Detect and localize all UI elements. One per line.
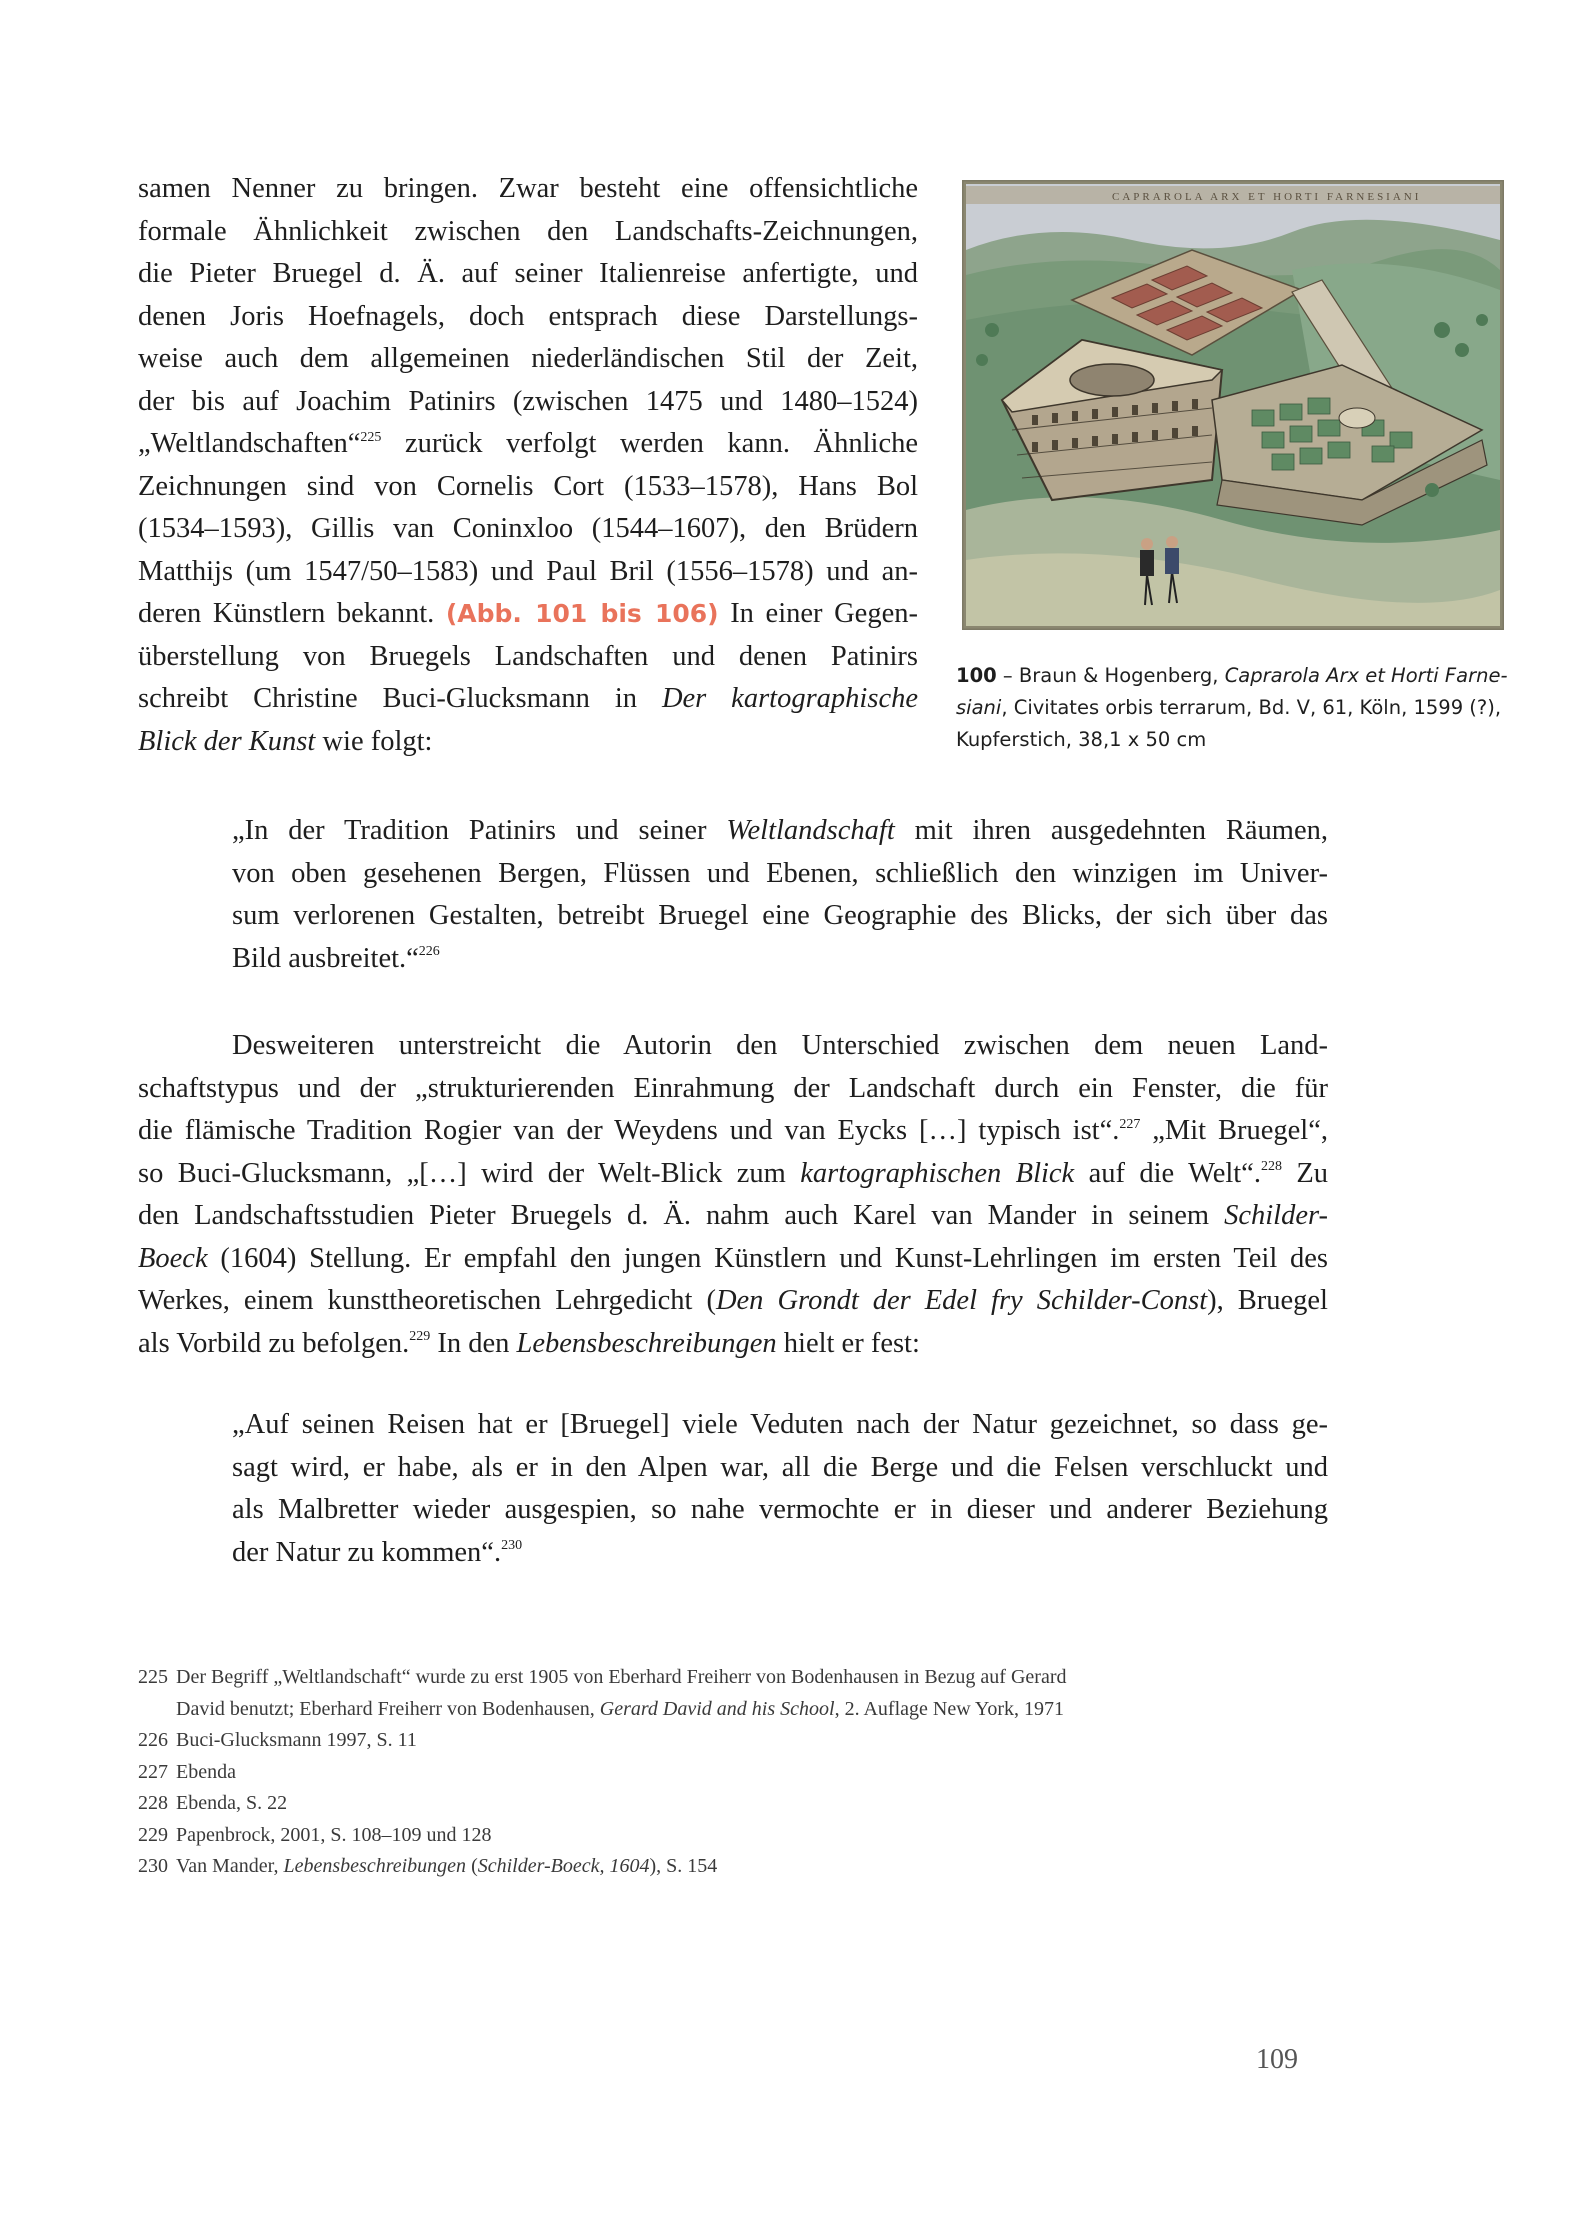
text-line <box>138 1238 1328 1281</box>
text-line: von oben gesehenen Bergen, Flüssen und Ebenen, schließlich den winzigen im Univer- <box>232 857 1328 889</box>
figure-reference-link[interactable]: (Abb. 101 bis 106) <box>445 599 719 628</box>
body-paragraph-2 <box>138 1025 1328 1365</box>
text-span: die flämische Tradition Rogier van der Weydens und van Eycks […] typisch ist“. <box>138 1115 1120 1146</box>
text-span: der Natur zu kommen“. <box>232 1536 502 1568</box>
footnote-text: Buci-Glucksmann 1997, S. 11 <box>176 1729 417 1751</box>
caption-text: – Braun & Hogenberg, <box>996 664 1225 687</box>
text-line <box>138 1280 1328 1323</box>
text-line: überstellung von Bruegels Landschaften und denen Patinirs <box>138 640 918 672</box>
footnote-number: 226 <box>138 1729 168 1751</box>
text-line <box>138 1195 1328 1238</box>
text-span: (1604) Stellung. Er empfahl den jungen Künstlern und Kunst-Lehrlingen im ersten Teil des <box>207 1242 1328 1274</box>
text-span: In einer Gegen- <box>718 598 918 629</box>
footnote-text: ( <box>466 1855 478 1877</box>
text-span: Zu <box>1281 1157 1328 1189</box>
text-span: „Weltlandschaften“ <box>138 428 361 459</box>
text-line: weise auch dem allgemeinen niederländischen Stil der Zeit, <box>138 343 918 374</box>
footnote-text: Der Begriff „Weltlandschaft“ wurde zu erst 1905 von Eberhard Freiherr von Bodenhausen in Bezug auf Gerard <box>176 1666 1067 1688</box>
book-title: Gerard David and his School <box>599 1697 835 1720</box>
text-line: formale Ähnlichkeit zwischen den Landschafts-Zeichnungen, <box>138 215 918 247</box>
footnote-ref-227[interactable]: 227 <box>1119 1116 1141 1132</box>
caption-line <box>956 660 1508 692</box>
text-line: der bis auf Joachim Patinirs (zwischen 1475 und 1480–1524) <box>138 385 918 417</box>
footnote-229 <box>138 1820 1338 1852</box>
text-line <box>232 938 1328 981</box>
italic-term: kartographischen Blick <box>800 1157 1075 1189</box>
footnote-number: 229 <box>138 1823 168 1846</box>
italic-term: Weltlandschaft <box>726 815 895 846</box>
block-quote-1 <box>232 810 1328 980</box>
text-line: Zeichnungen sind von Cornelis Cort (1533–1578), Hans Bol <box>138 470 918 502</box>
footnote-text: , 2. Auflage New York, 1971 <box>834 1697 1064 1720</box>
caption-line <box>956 692 1508 724</box>
footnote-225 <box>138 1662 1338 1694</box>
footnote-text: David benutzt; Eberhard Freiherr von Bodenhausen, <box>176 1697 600 1720</box>
text-span: Bild ausbreitet.“ <box>232 942 419 974</box>
text-span: hielt er fest: <box>776 1327 920 1359</box>
book-title: Der kartographische <box>661 683 918 714</box>
book-title: Lebensbeschreibungen <box>283 1855 467 1877</box>
text-line: Desweiteren unterstreicht die Autorin den Unterschied zwischen dem neuen Land- <box>232 1030 1328 1061</box>
text-span: so Buci-Glucksmann, „[…] wird der Welt-Blick zum <box>138 1157 801 1189</box>
text-line: „Auf seinen Reisen hat er [Bruegel] viele Veduten nach der Natur gezeichnet, so dass ge- <box>232 1409 1328 1440</box>
block-quote-2 <box>232 1404 1328 1574</box>
footnote-228 <box>138 1788 1338 1820</box>
text-span: als Vorbild zu befolgen. <box>138 1327 410 1359</box>
footnote-226 <box>138 1725 1338 1757</box>
text-span: wie folgt: <box>315 725 433 757</box>
engraving-image <box>962 180 1504 630</box>
footnote-225-continued <box>138 1694 1338 1726</box>
text-line: sagt wird, er habe, als er in den Alpen war, all die Berge und die Felsen verschluckt und <box>232 1451 1328 1483</box>
figure-caption <box>956 660 1508 756</box>
text-line: Matthijs (um 1547/50–1583) und Paul Bril (1556–1578) und an- <box>138 555 918 587</box>
text-line: die Pieter Bruegel d. Ä. auf seiner Italienreise anfertigte, und <box>138 258 918 289</box>
text-line <box>138 593 918 636</box>
footnote-text: ), S. 154 <box>649 1855 718 1877</box>
book-title: Schilder-Boeck, 1604 <box>477 1855 650 1877</box>
intro-paragraph <box>138 168 918 763</box>
footnote-ref-225[interactable]: 225 <box>360 429 382 445</box>
text-line <box>232 810 1328 853</box>
footnote-number: 230 <box>138 1855 168 1877</box>
text-line <box>138 1323 1328 1366</box>
footnote-number: 225 <box>138 1666 168 1688</box>
page-number: 109 <box>1256 2044 1298 2075</box>
footnote-number: 228 <box>138 1792 168 1814</box>
text-line: als Malbretter wieder ausgespien, so nahe vermochte er in dieser und anderer Beziehung <box>232 1494 1328 1525</box>
text-span: den Landschaftsstudien Pieter Bruegels d. Ä. nahm auch Karel van Mander in seinem <box>138 1200 1225 1231</box>
text-span: mit ihren ausgedehnten Räumen, <box>894 815 1328 846</box>
footnote-number: 227 <box>138 1760 168 1783</box>
text-line <box>138 1110 1328 1153</box>
figure-number: 100 <box>956 664 997 687</box>
caption-line: Kupferstich, 38,1 x 50 cm <box>956 728 1207 751</box>
figure-engraving-caprarola <box>962 180 1504 630</box>
footnote-ref-228[interactable]: 228 <box>1260 1159 1282 1174</box>
text-line: sum verlorenen Gestalten, betreibt Bruegel eine Geographie des Blicks, der sich über das <box>232 900 1328 931</box>
text-line: samen Nenner zu bringen. Zwar besteht eine offensichtliche <box>138 173 918 204</box>
text-line <box>138 1153 1328 1196</box>
text-line <box>138 423 918 466</box>
footnote-text: Van Mander, <box>176 1855 284 1877</box>
text-span: Werkes, einem kunsttheoretischen Lehrgedicht ( <box>138 1285 716 1316</box>
text-span: In den <box>430 1327 517 1359</box>
caption-text: , Civitates orbis terrarum, Bd. V, 61, Köln, 1599 (?), <box>1001 696 1502 719</box>
text-span: deren Künstlern bekannt. <box>138 598 446 629</box>
text-span: „In der Tradition Patinirs und seiner <box>232 815 727 846</box>
footnote-text: Papenbrock, 2001, S. 108–109 und 128 <box>176 1823 492 1846</box>
book-title: Den Grondt der Edel fry Schilder-Const <box>715 1285 1208 1316</box>
text-span: schreibt Christine Buci-Glucksmann in <box>138 683 662 714</box>
book-title: Blick der Kunst <box>138 725 316 757</box>
text-line: schaftstypus und der „strukturierenden Einrahmung der Landschaft durch ein Fenster, die für <box>138 1072 1328 1104</box>
book-title: Boeck <box>138 1242 208 1274</box>
caption-title: siani <box>956 696 1002 719</box>
footnotes <box>138 1662 1338 1883</box>
text-span: „Mit Bruegel“, <box>1140 1115 1328 1146</box>
book-title: Schilder- <box>1224 1200 1328 1231</box>
text-line: denen Joris Hoefnagels, doch entsprach diese Darstellungs- <box>138 300 918 332</box>
engraving-title-text: CAPRAROLA ARX ET HORTI FARNESIANI <box>1112 191 1422 203</box>
footnote-227 <box>138 1757 1338 1789</box>
footnote-ref-230[interactable]: 230 <box>501 1538 523 1553</box>
text-line <box>138 721 918 764</box>
book-title: Lebensbeschreibungen <box>516 1327 777 1359</box>
footnote-text: Ebenda <box>176 1760 236 1783</box>
caption-title: Caprarola Arx et Horti Farne- <box>1224 664 1508 687</box>
text-span: auf die Welt“. <box>1074 1157 1261 1189</box>
footnote-text: Ebenda, S. 22 <box>176 1792 288 1814</box>
text-line <box>138 678 918 721</box>
footnote-ref-226[interactable]: 226 <box>418 944 440 959</box>
text-span: zurück verfolgt werden kann. Ähnliche <box>381 428 918 459</box>
text-line: (1534–1593), Gillis van Coninxloo (1544–1607), den Brüdern <box>138 513 918 544</box>
text-line <box>232 1532 1328 1575</box>
text-span: ), Bruegel <box>1207 1285 1328 1316</box>
footnote-230 <box>138 1851 1338 1883</box>
footnote-ref-229[interactable]: 229 <box>409 1329 431 1344</box>
